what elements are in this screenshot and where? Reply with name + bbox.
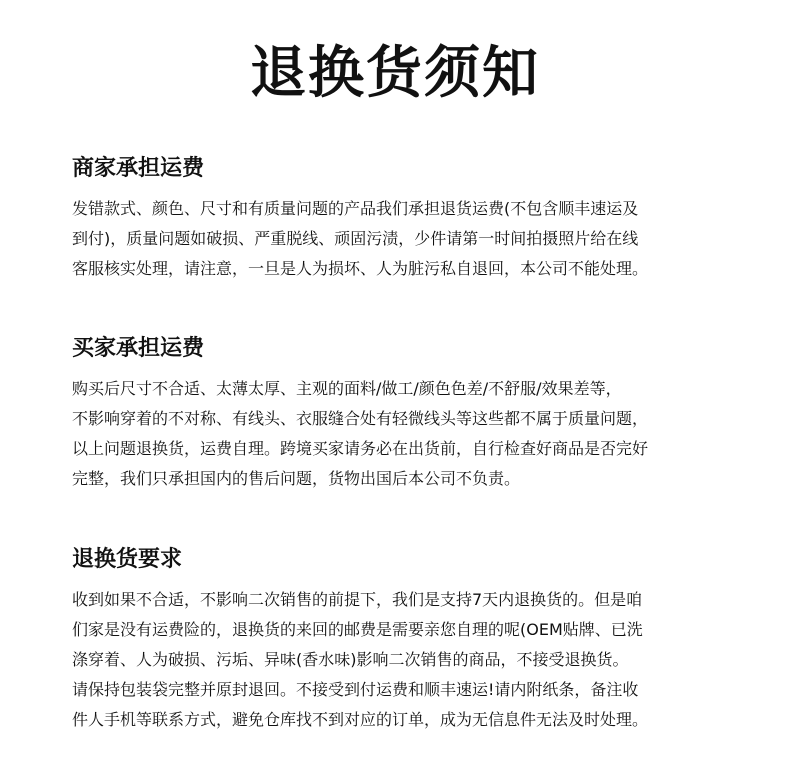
section-heading: 退换货要求 bbox=[72, 547, 183, 572]
section-line: 发错款式、颜色、尺寸和有质量问题的产品我们承担退货运费(不包含顺丰速运及 bbox=[72, 199, 639, 218]
section-line: 客服核实处理，请注意，一旦是人为损坏、人为脏污私自退回，本公司不能处理。 bbox=[72, 259, 649, 278]
section-buyer-pays-shipping bbox=[72, 334, 732, 494]
page-title: 退换货须知 bbox=[250, 41, 540, 106]
section-line: 购买后尺寸不合适、太薄太厚、主观的面料/做工/颜色色差/不舒服/效果差等， bbox=[72, 379, 622, 398]
section-line: 以上问题退换货，运费自理。跨境买家请务必在出货前，自行检查好商品是否完好 bbox=[72, 439, 649, 458]
section-line: 请保持包装袋完整并原封退回。不接受到付运费和顺丰速运!请内附纸条，备注收 bbox=[72, 680, 639, 699]
section-heading: 买家承担运费 bbox=[72, 336, 205, 361]
section-line: 们家是没有运费险的，退换货的来回的邮费是需要亲您自理的呢(OEM贴牌、已洗 bbox=[72, 620, 643, 639]
section-return-requirements bbox=[72, 545, 732, 735]
section-line: 完整，我们只承担国内的售后问题，货物出国后本公司不负责。 bbox=[72, 469, 521, 488]
section-heading: 商家承担运费 bbox=[72, 156, 205, 181]
section-line: 件人手机等联系方式，避免仓库找不到对应的订单，成为无信息件无法及时处理。 bbox=[72, 710, 649, 729]
section-line: 不影响穿着的不对称、有线头、衣服缝合处有轻微线头等这些都不属于质量问题， bbox=[72, 409, 649, 428]
section-line: 收到如果不合适，不影响二次销售的前提下，我们是支持7天内退换货的。但是咱 bbox=[72, 590, 643, 609]
section-line: 涤穿着、人为破损、污垢、异味(香水味)影响二次销售的商品，不接受退换货。 bbox=[72, 650, 629, 669]
section-line: 到付)，质量问题如破损、严重脱线、顽固污渍，少件请第一时间拍摄照片给在线 bbox=[72, 229, 639, 248]
section-merchant-pays-shipping bbox=[72, 154, 732, 284]
